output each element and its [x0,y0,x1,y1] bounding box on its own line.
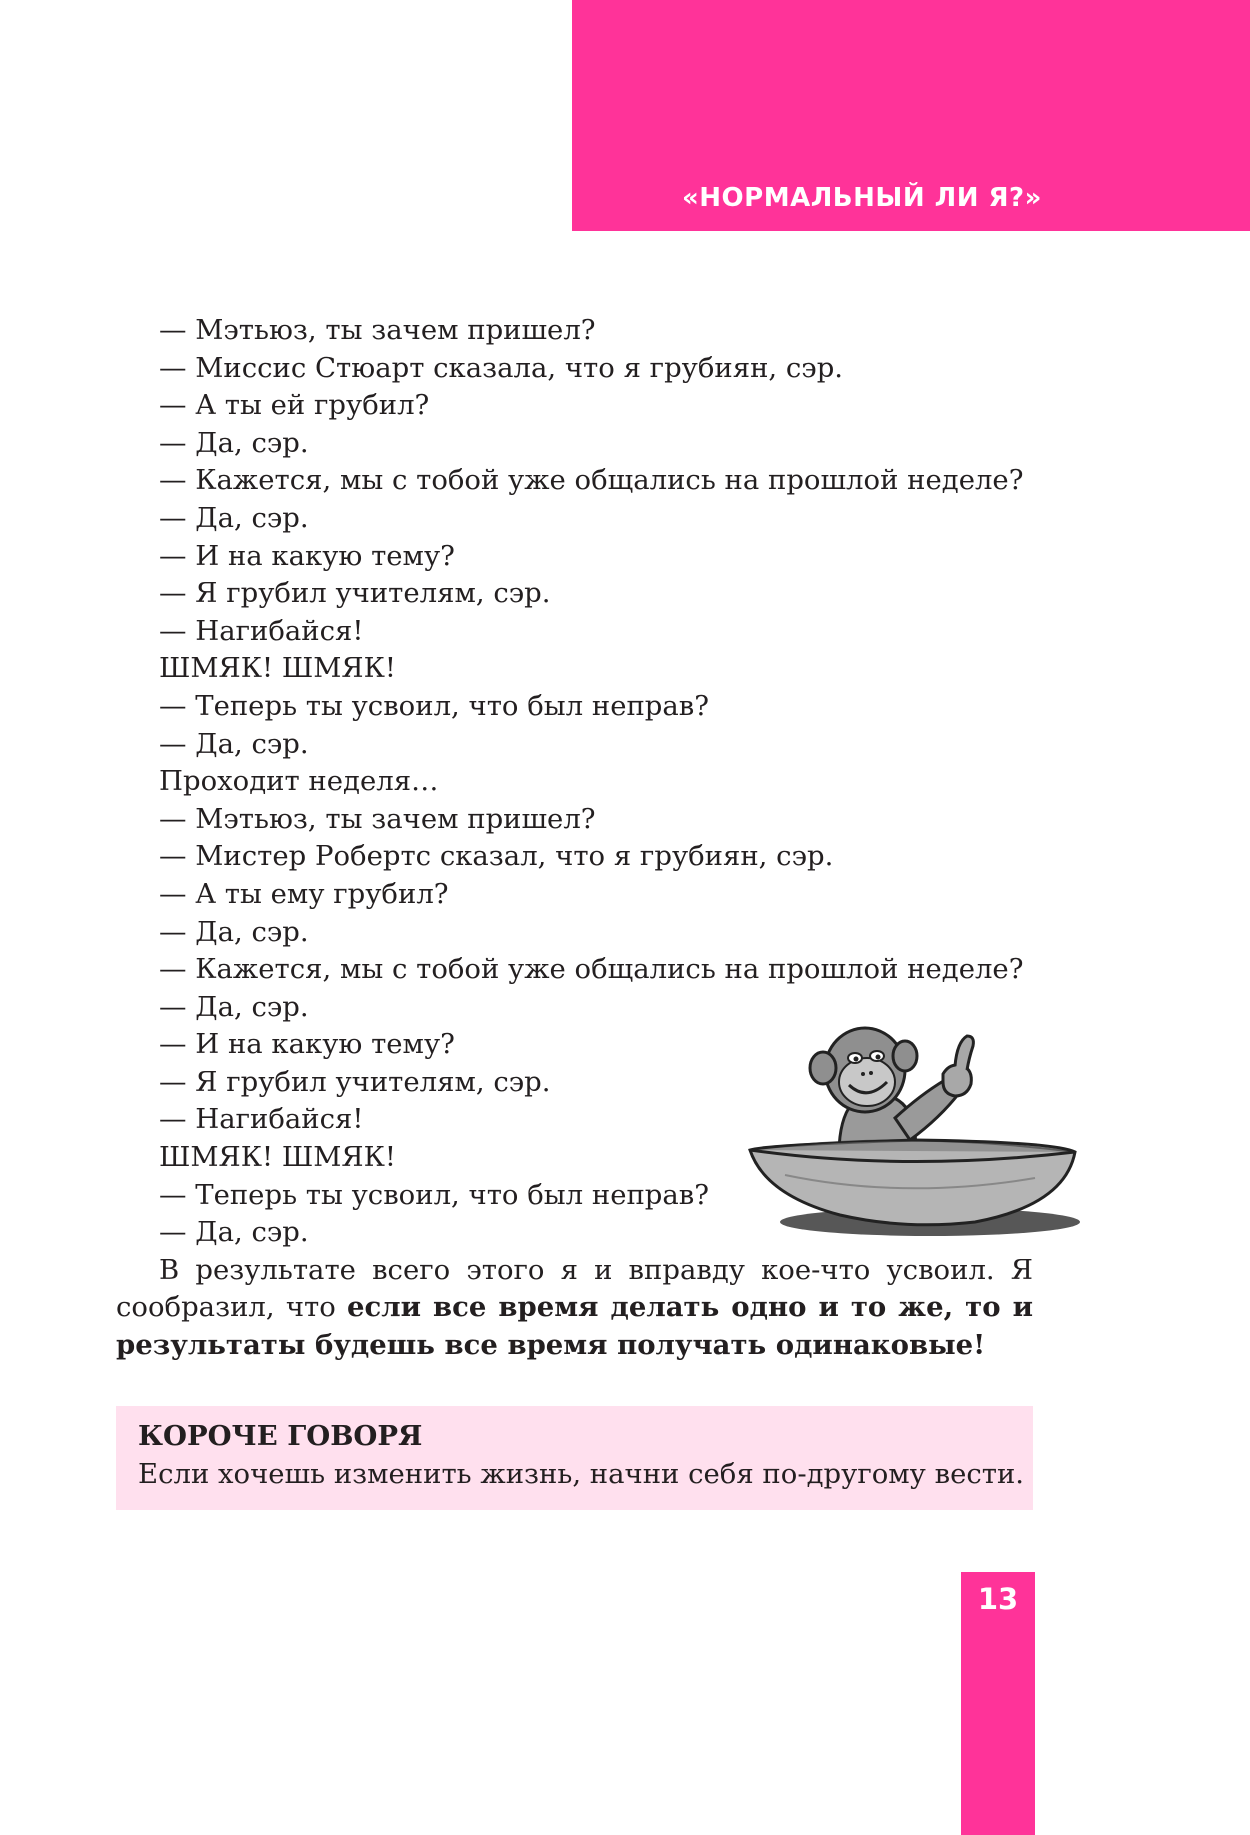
narration-line: ШМЯК! ШМЯК! [159,1141,396,1174]
page-number: 13 [977,1582,1019,1616]
dialog-line: — Теперь ты усвоил, что был неправ? [159,689,710,722]
dialog-line: — Нагибайся! [159,614,364,647]
dialog-line: — Миссис Стюарт сказала, что я грубиян, сэр. [159,351,844,384]
conclusion-bold: если все время делать одно и то же, то и результаты будешь все время получать одинаковые! [116,1291,1033,1362]
dialog-line: — Мэтьюз, ты зачем пришел? [159,314,596,346]
dialog-line: — Мистер Робертс сказал, что я грубиян, сэр. [159,840,834,873]
dialog-line: — Нагибайся! [159,1103,364,1136]
summary-box [116,1406,1033,1510]
conclusion-paragraph [116,1252,1033,1365]
dialog-line: — Да, сэр. [159,501,309,534]
summary-text: Если хочешь изменить жизнь, начни себя по-другому вести. [138,1458,1025,1490]
dialog-line: — Да, сэр. [159,1216,309,1249]
chapter-header-band [572,0,1250,231]
dialog-line: — Да, сэр. [159,990,309,1023]
dialog-line: — Да, сэр. [159,915,309,948]
narration-line: ШМЯК! ШМЯК! [159,652,396,685]
page-number-tab [961,1572,1035,1835]
monkey-in-bowl-illustration [745,1000,1085,1250]
dialog-line: — И на какую тему? [159,1028,455,1061]
dialog-line: — А ты ей грубил? [159,389,430,422]
dialog-line: — Кажется, мы с тобой уже общались на прошлой неделе? [159,464,1024,497]
dialog-line: — Кажется, мы с тобой уже общались на прошлой неделе? [159,953,1024,986]
dialog-line: — И на какую тему? [159,539,455,572]
narration-line: Проходит неделя… [159,765,439,798]
dialog-line: — Да, сэр. [159,727,309,760]
dialog-line: — Я грубил учителям, сэр. [159,577,551,610]
dialog-line: — А ты ему грубил? [159,877,449,910]
dialog-line: — Мэтьюз, ты зачем пришел? [159,802,596,835]
dialog-line: — Я грубил учителям, сэр. [159,1065,551,1098]
chapter-title: «НОРМАЛЬНЫЙ ЛИ Я?» [682,183,1042,213]
summary-title: КОРОЧЕ ГОВОРЯ [138,1420,423,1452]
conclusion-intro: В результате всего этого я и вправду кое-что усвоил. Я сообразил, что [116,1253,1033,1324]
dialog-line: — Теперь ты усвоил, что был неправ? [159,1178,710,1211]
dialog-line: — Да, сэр. [159,426,309,459]
